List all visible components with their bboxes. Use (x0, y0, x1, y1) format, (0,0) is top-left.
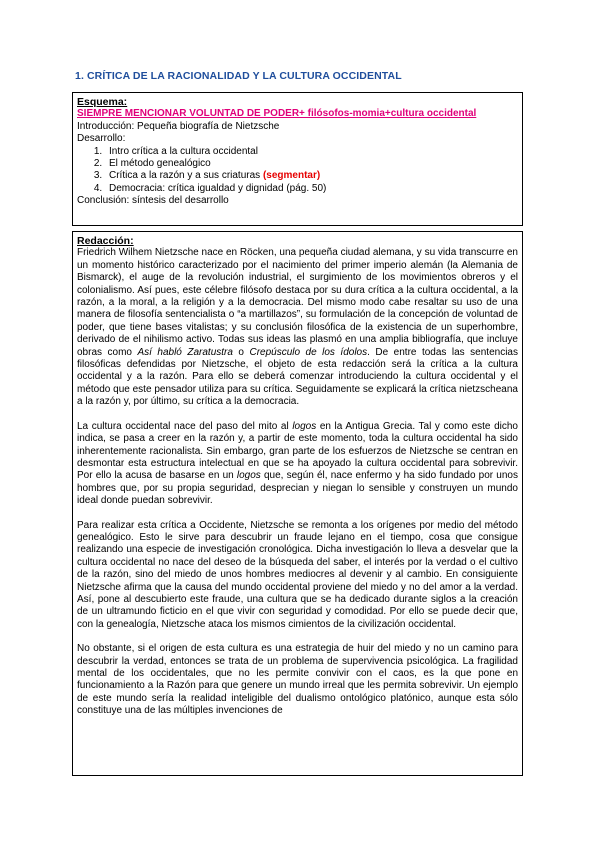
outline-highlight: SIEMPRE MENCIONAR VOLUNTAD DE PODER+ filósofos-momia+cultura occidental (77, 108, 477, 120)
outline-item: 1. Intro crítica a la cultura occidental (105, 146, 518, 158)
outline-list (77, 146, 518, 196)
essay-paragraph-2: La cultura occidental nace del paso del mito al logos en la Antigua Grecia. Tal y como este dicho indica, se pasa a creer en la razón y, a partir de este momento, toda la cultura occidental ha sido inherentemente racionalista. Sin embargo, gran parte de los esfuerzos de Nietzsche se centran en desmontar esta estructura intelectual en que se ha apoyado la cultura occidental para sobrevivir. Por ello la acusa de basarse en un logos que, según él, nace enfermo y ha sido fundado por unos hombres que, por su propia seguridad, desprecian y niegan lo sensible y construyen un mundo ideal donde puedan sobrevivir. (77, 420, 518, 507)
book-title: Crepúsculo de los ídolos (249, 346, 368, 358)
logos-term: logos (236, 470, 261, 482)
logos-term: logos (292, 420, 317, 432)
outline-development-label: Desarrollo: (77, 133, 126, 145)
book-title: Así habló Zaratustra (137, 346, 233, 358)
outline-item: 2. El método genealógico (105, 158, 518, 170)
essay-heading: Redacción: (77, 235, 134, 247)
outline-intro: Introducción: Pequeña biografía de Nietzsche (77, 120, 280, 132)
outline-heading: Esquema: (77, 96, 128, 108)
outline-item: 4. Democracia: crítica igualdad y dignidad (pág. 50) (105, 183, 518, 195)
essay-box (72, 231, 523, 776)
essay-paragraph-1: Friedrich Wilhem Nietzsche nace en Röcken, una pequeña ciudad alemana, y su vida transcurre en un momento histórico caracterizado por el nacimiento del primer imperio alemán (la Alemania de Bismarck), el auge de la revolución industrial, el surgimiento de los movimientos obreros y el colonialismo. Así pues, este célebre filósofo destaca por su dura crítica a la cultura occidental, a la razón, a la moral, a la religión y a la democracia. Del mismo modo cabe resaltar su uso de una manera de filosofía sentencialista o “a martillazos”, su formulación de la concepción de voluntad de poder, que tiene bases vitalistas; y su conclusión filosófica de la existencia de un superhombre, derivado de el nihilismo activo. Todas sus ideas las plasmó en una amplia bibliografía, que incluye obras como Así habló Zaratustra o Crepúsculo de los ídolos. De entre todas las sentencias filosóficas defendidas por Nietzsche, el objeto de esta redacción será la crítica a la cultura occidental y a la razón. Para ello se deberá comenzar introduciendo la cultura occidental y el método que este pensador utiliza para su crítica. Seguidamente se explicará la crítica nietzscheana a la razón y, por último, su crítica a la democracia. (77, 247, 518, 408)
outline-box (72, 92, 523, 226)
section-title: 1. CRÍTICA DE LA RACIONALIDAD Y LA CULTURA OCCIDENTAL (75, 70, 402, 82)
essay-paragraph-4: No obstante, si el origen de esta cultura es una estrategia de huir del miedo y no un camino para descubrir la verdad, entonces se trata de un problema de supervivencia psicológica. La fragilidad mental de los occidentales, que no les permite convivir con el caos, es la que pone en funcionamiento a la Razón para que genere un mundo irreal que les permita sobrevivir. Un ejemplo de este mundo sería la realidad inteligible del dualismo ontológico platónico, aunque esta sólo constituye una de las múltiples invenciones de (77, 643, 518, 717)
essay-paragraph-3: Para realizar esta crítica a Occidente, Nietzsche se remonta a los orígenes por medio del método genealógico. Esto le sirve para descubrir un fraude lejano en el tiempo, cosa que consigue realizando una especie de investigación cronológica. Dicha investigación lo lleva a desvelar que la cultura occidental no nace del deseo de la búsqueda del saber, el interés por la verdad o el cultivo de la razón, sino del miedo de unos hombres mediocres al devenir y al cambio. En consiguiente Nietzsche afirma que la causa del mundo occidental proviene del miedo y no del amor a la verdad. Así, pone al descubierto este fraude, una cultura que se ha dedicado durante siglos a la creación de un ultramundo ficticio en el que vivir con seguridad y comodidad. Por ello se puede decir que, con la genealogía, Nietzsche ataca los mismos cimientos de la civilización occidental. (77, 519, 518, 630)
outline-item: 3. Crítica a la razón y a sus criaturas (segmentar) (105, 170, 518, 182)
segment-tag: (segmentar) (262, 170, 321, 182)
outline-conclusion: Conclusión: síntesis del desarrollo (77, 195, 229, 207)
